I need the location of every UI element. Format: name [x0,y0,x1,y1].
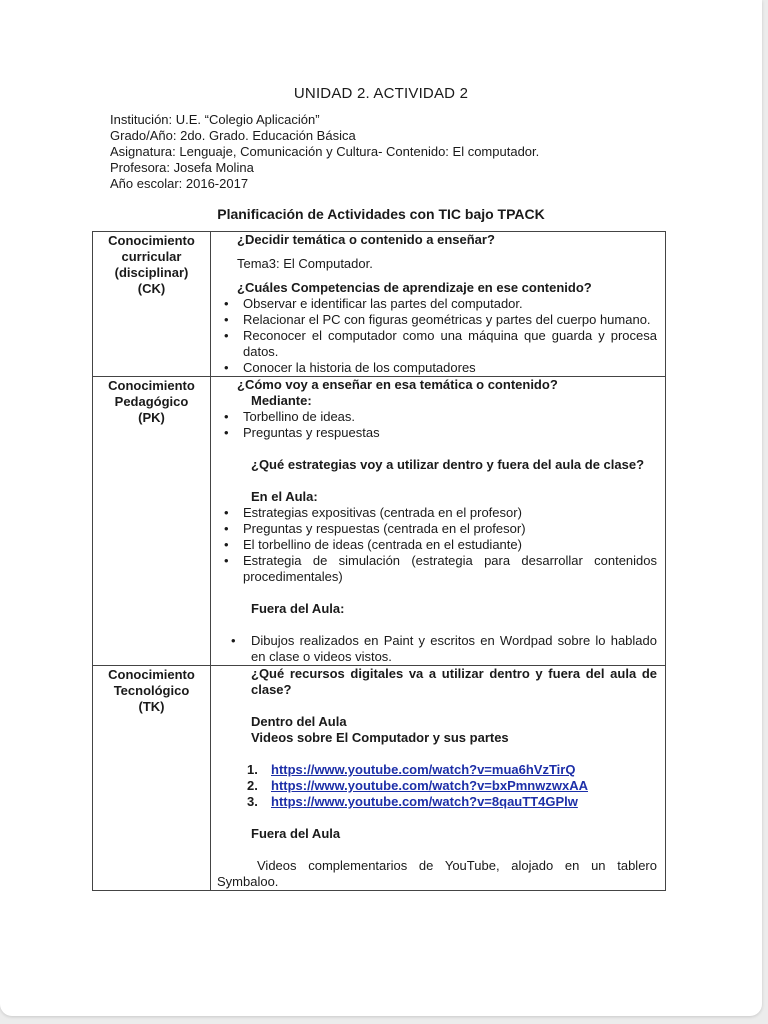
tk-fuera-aula: Fuera del Aula [251,826,341,841]
plan-subtitle: Planificación de Actividades con TIC bajo TPACK [217,206,545,222]
list-item: • Conocer la historia de los computadores [217,360,657,376]
link-number: 2. [247,778,258,793]
link-number: 1. [247,762,258,777]
document-info [110,112,539,192]
ck-topic: Tema3: El Computador. [237,256,373,271]
row-ck [93,232,666,377]
label-tk [93,666,211,891]
content-pk [211,377,666,666]
pk-fuera-aula: Fuera del Aula: [251,601,345,616]
list-item: • Observar e identificar las partes del computador. [217,296,657,312]
list-item: • Estrategia de simulación (estrategia para desarrollar contenidos procedimentales) [217,553,657,585]
info-teacher: Profesora: Josefa Molina [110,160,254,175]
youtube-link[interactable]: https://www.youtube.com/watch?v=bxPmnwzwxAA [271,778,588,793]
label-pk [93,377,211,666]
list-item: • Torbellino de ideas. [217,409,657,425]
ck-question-2: ¿Cuáles Competencias de aprendizaje en ese contenido? [237,280,592,295]
list-item [217,762,657,778]
list-item [217,794,657,810]
pk-question-1b: Mediante: [251,393,312,408]
tk-videos-heading: Videos sobre El Computador y sus partes [251,730,509,745]
list-item: • Dibujos realizados en Paint y escritos en Wordpad sobre lo hablado en clase o videos vistos. [217,633,657,665]
content-tk [211,666,666,891]
pk-strategies-list [217,505,657,585]
tk-closing-text: Videos complementarios de YouTube, alojado en un tablero Symbaloo. [217,858,657,889]
label-line: (disciplinar) [114,265,189,280]
info-school-year: Año escolar: 2016-2017 [110,176,249,191]
tk-question-1: ¿Qué recursos digitales va a utilizar dentro y fuera del aula de clase? [251,666,657,697]
list-item: • Estrategias expositivas (centrada en el profesor) [217,505,657,521]
tpack-plan-table [92,231,666,891]
label-line: (TK) [138,699,165,714]
ck-question-1: ¿Decidir temática o contenido a enseñar? [237,232,495,247]
list-item: • Reconocer el computador como una máquina que guarda y procesa datos. [217,328,657,360]
label-ck [93,232,211,377]
label-line: Conocimiento [108,233,195,248]
label-line: Tecnológico [113,683,190,698]
content-ck [211,232,666,377]
label-line: Conocimiento [108,378,195,393]
label-line: Pedagógico [114,394,189,409]
label-line: (CK) [137,281,166,296]
list-item: • El torbellino de ideas (centrada en el estudiante) [217,537,657,553]
label-line: (PK) [138,410,165,425]
pk-outside-list [217,633,657,665]
youtube-link[interactable]: https://www.youtube.com/watch?v=mua6hVzTirQ [271,762,576,777]
youtube-link[interactable]: https://www.youtube.com/watch?v=8qauTT4GPlw [271,794,578,809]
info-institution: Institución: U.E. “Colegio Aplicación” [110,112,320,127]
list-item: • Preguntas y respuestas [217,425,657,441]
list-item [217,778,657,794]
list-item: • Relacionar el PC con figuras geométricas y partes del cuerpo humano. [217,312,657,328]
ck-competencies-list [217,296,657,376]
pk-question-1: ¿Cómo voy a enseñar en esa temática o contenido? [237,377,558,392]
row-tk [93,666,666,891]
list-item: • Preguntas y respuestas (centrada en el profesor) [217,521,657,537]
document-title: UNIDAD 2. ACTIVIDAD 2 [293,85,469,102]
pk-en-aula: En el Aula: [251,489,318,504]
tk-video-links [217,762,657,810]
info-subject: Asignatura: Lenguaje, Comunicación y Cultura- Contenido: El computador. [110,144,540,159]
pk-methods-list [217,409,657,441]
tk-dentro-aula: Dentro del Aula [251,714,347,729]
link-number: 3. [247,794,258,809]
label-line: curricular [121,249,182,264]
pk-question-2: ¿Qué estrategias voy a utilizar dentro y fuera del aula de clase? [251,457,645,472]
label-line: Conocimiento [108,667,195,682]
info-grade: Grado/Año: 2do. Grado. Educación Básica [110,128,356,143]
row-pk [93,377,666,666]
